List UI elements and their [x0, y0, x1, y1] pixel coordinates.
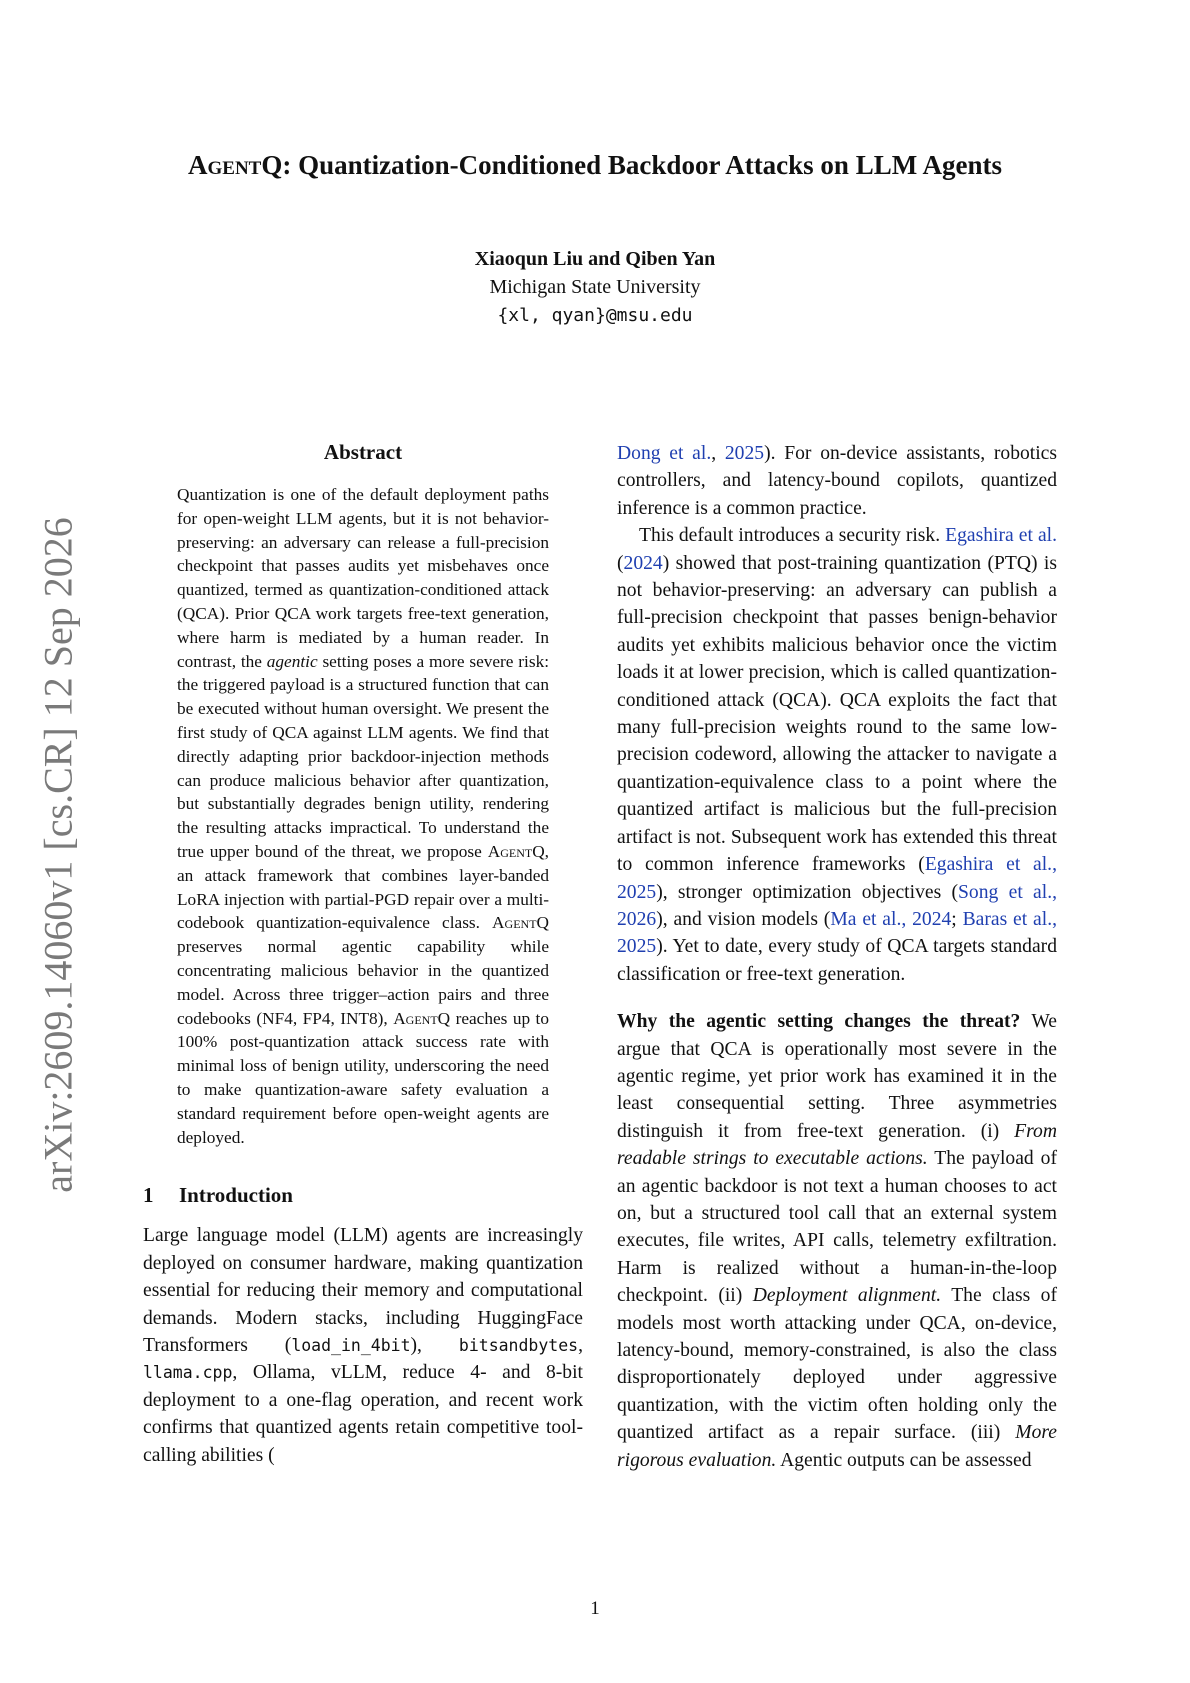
citation-link[interactable]: Ma et al., 2024 — [830, 908, 952, 930]
title-rest: : Quantization-Conditioned Backdoor Attacks on LLM Agents — [282, 150, 1002, 180]
section-heading-introduction: 1 Introduction — [143, 1183, 293, 1208]
citation-link[interactable]: Song et al., 2026 — [617, 881, 1057, 930]
paragraph-heading: Why the agentic setting changes the threat? — [617, 1011, 1021, 1033]
intro-paragraph-3: Why the agentic setting changes the threat? We argue that QCA is operationally most severe in the agentic regime, yet prior work has examined it in the least consequential setting. Three asymmetries distinguish it from free-text generation. (i) From readable strings to executable actions. The payload of an agentic backdoor is not text a human chooses to act on, but a structured tool call that an external system executes, file writes, API calls, telemetry exfiltration. Harm is realized without a human-in-the-loop checkpoint. (ii) Deployment alignment. The class of models most worth attacking under QCA, on-device, latency-bound, memory-constrained, is also the class disproportionately deployed under aggressive quantization, with the victim often holding only the quantized artifact as a repair surface. (iii) More rigorous evaluation. Agentic outputs can be assessed — [617, 1011, 1058, 1471]
authors: Xiaoqun Liu and Qiben Yan — [474, 248, 716, 270]
right-column — [617, 440, 1057, 1474]
citation-year-link[interactable]: 2025 — [724, 443, 765, 464]
intro-paragraph-2: This default introduces a security risk. Egashira et al. (2024) showed that post-training quantization (PTQ) is not behavior-preserving: an adversary can publish a full-precision checkpoint that passes benign-behavior audits yet exhibits malicious behavior once the victim loads it at lower precision, which is called quantization-conditioned attack (QCA). QCA exploits the fact that many full-precision weights round to the same low-precision codeword, allowing the attacker to navigate a quantization-equivalence class to a point where the quantized artifact is malicious but the full-precision artifact is not. Subsequent work has extended this threat to common inference frameworks (Egashira et al., 2025), stronger optimization objectives (Song et al., 2026), and vision models (Ma et al., 2024; Baras et al., 2025). Yet to date, every study of QCA targets standard classification or free-text generation. — [617, 525, 1057, 985]
citation-link[interactable]: Dong et al. — [617, 443, 712, 464]
citation-link[interactable]: Egashira et al., 2025 — [617, 854, 1057, 903]
author-email: {xl, qyan}@msu.edu — [497, 305, 693, 326]
page-number: 1 — [590, 1598, 600, 1619]
citation-link[interactable]: Egashira et al. — [945, 525, 1057, 547]
intro-paragraph-1: Large language model (LLM) agents are increasingly deployed on consumer hardware, making quantization essential for reducing their memory and computational demands. Modern stacks, including HuggingFace Transformers (load_in_4bit), bitsandbytes, llama.cpp, Ollama, vLLM, reduce 4- and 8-bit deployment to a one-flag operation, and recent work confirms that quantized agents retain competitive tool-calling abilities ( — [143, 1225, 584, 1466]
citation-year-link[interactable]: 2024 — [623, 552, 663, 574]
framework-name: AgentQ — [188, 150, 283, 180]
intro-paragraph-1-continued: Dong et al., 2025). For on-device assistants, robotics controllers, and latency-bound copilots, quantized inference is a common practice. — [617, 443, 1057, 519]
left-column — [143, 440, 583, 1469]
abstract-text: Quantization is one of the default deployment paths for open-weight LLM agents, but it is not behavior-preserving: an adversary can release a full-precision checkpoint that passes audits yet misbehaves once quantized, termed as quantization-conditioned attack (QCA). Prior QCA work targets free-text generation, where harm is mediated by a human reader. In contrast, the agentic setting poses a more severe risk: the triggered payload is a structured function that can be executed without human oversight. We present the first study of QCA against LLM agents. We find that directly adapting prior backdoor-injection methods can produce malicious behavior after quantization, but substantially degrades benign utility, rendering the resulting attacks impractical. To understand the true upper bound of the threat, we propose AgentQ, an attack framework that combines layer-banded LoRA injection with partial-PGD repair over a multi-codebook quantization-equivalence class. AgentQ preserves normal agentic capability while concentrating malicious behavior in the quantized model. Across three trigger–action pairs and three codebooks (NF4, FP4, INT8), AgentQ reaches up to 100% post-quantization attack success rate with minimal loss of benign utility, underscoring the need to make quantization-aware safety evaluation a standard requirement before open-weight agents are deployed. — [177, 485, 550, 1147]
arxiv-stamp: arXiv:2609.14060v1 [cs.CR] 12 Sep 2026 — [35, 517, 81, 1193]
abstract-heading: Abstract — [323, 440, 403, 464]
paper-title — [0, 150, 1190, 181]
citation-link[interactable]: Baras et al., 2025 — [617, 908, 1057, 958]
affiliation: Michigan State University — [489, 276, 701, 298]
